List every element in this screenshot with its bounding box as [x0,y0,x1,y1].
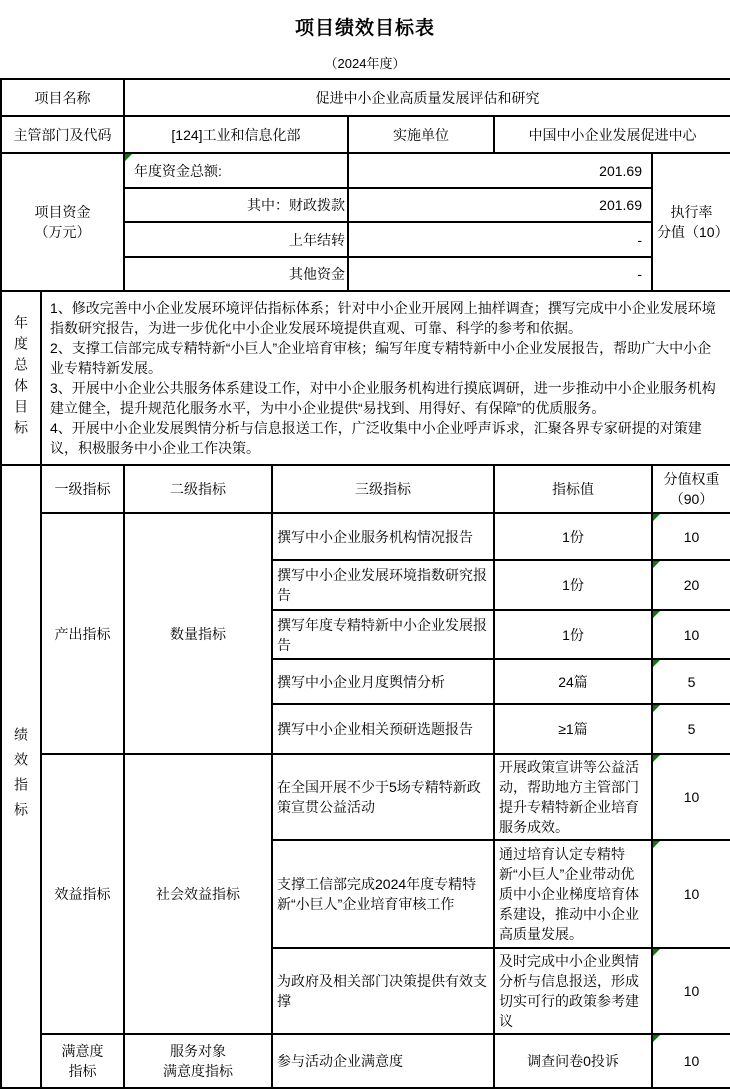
cell-value: 通过培育认定专精特新“小巨人”企业带动优质中小企业梯度培育体系建设，推动中小企业高质量发展。 [494,840,652,948]
page-title: 项目绩效目标表 [294,18,435,39]
header-level3: 三级指标 [272,465,494,513]
cell-l3: 撰写中小企业相关预研选题报告 [272,704,494,754]
cell-l3: 撰写中小企业月度舆情分析 [272,659,494,704]
cell-annual-goal-content [41,291,730,465]
cell-funds-other-value: - [348,257,652,291]
cell-funds-fiscal-label: 其中：财政拨款 [124,188,348,222]
cell-project-name-label: 项目名称 [1,79,124,116]
indicator-row [1,1034,730,1088]
cell-weight: 10 [652,1034,730,1088]
cell-value: 1份 [494,610,652,659]
cell-weight: 10 [652,754,730,840]
cell-weight: 10 [652,513,730,560]
goal-item-1: 1、修改完善中小企业发展环境评估指标体系；针对中小企业开展网上抽样调查；撰写完成中小企业发展环境指数研究报告，为进一步优化中小企业发展环境提供直观、可靠、科学的参考和依据。 [50,300,716,336]
row-indicator-header [1,465,730,513]
cell-value: 1份 [494,513,652,560]
cell-group-output-l1: 产出指标 [41,513,124,754]
cell-weight: 20 [652,560,730,610]
cell-funds-carryover-value: - [348,222,652,257]
row-annual-goal [1,291,730,465]
cell-value: ≥1篇 [494,704,652,754]
indicator-row [1,513,730,560]
cell-dept-label: 主管部门及代码 [1,116,124,153]
cell-value: 1份 [494,560,652,610]
cell-l3: 撰写中小企业发展环境指数研究报告 [272,560,494,610]
cell-group-satisfaction-l1: 满意度 指标 [41,1034,124,1088]
goal-item-3: 3、开展中小企业公共服务体系建设工作，对中小企业服务机构进行摸底调研，进一步推动中小企业服务机构建立健全，提升规范化服务水平，为中小企业提供“易找到、用得好、有保障”的优质服务。 [50,380,716,416]
cell-funds-carryover-label: 上年结转 [124,222,348,257]
cell-funds-total-label: 年度资金总额: [124,153,348,188]
document-header [0,0,730,78]
goal-item-4: 4、开展中小企业发展舆情分析与信息报送工作，广泛收集中小企业呼声诉求，汇聚各界专家研提的对策建议，积极服务中小企业工作决策。 [50,420,702,456]
goal-item-2: 2、支撑工信部完成专精特新“小巨人”企业培育审核；编写年度专精特新中小企业发展报告，帮助广大中小企业专精特新发展。 [50,340,712,376]
cell-value: 调查问卷0投诉 [494,1034,652,1088]
row-project-name [1,79,730,116]
cell-weight: 10 [652,610,730,659]
cell-execution-rate-label: 执行率 分值（10） [652,153,730,291]
cell-l3: 参与活动企业满意度 [272,1034,494,1088]
cell-value: 及时完成中小企业舆情分析与信息报送，形成切实可行的政策参考建议 [494,948,652,1034]
cell-impl-unit-value: 中国中小企业发展促进中心 [494,116,730,153]
header-level1: 一级指标 [41,465,124,513]
cell-weight: 10 [652,948,730,1034]
cell-funds-other-label: 其他资金 [124,257,348,291]
page-subtitle: （2024年度） [324,56,406,71]
cell-dept-value: [124]工业和信息化部 [124,116,348,153]
cell-group-benefit-l1: 效益指标 [41,754,124,1034]
cell-funds-fiscal-value: 201.69 [348,188,652,222]
row-department [1,116,730,153]
cell-weight: 10 [652,840,730,948]
cell-group-satisfaction-l2: 服务对象 满意度指标 [124,1034,272,1088]
header-level2: 二级指标 [124,465,272,513]
cell-l3: 为政府及相关部门决策提供有效支撑 [272,948,494,1034]
cell-value: 24篇 [494,659,652,704]
header-indicator-value: 指标值 [494,465,652,513]
cell-l3: 撰写中小企业服务机构情况报告 [272,513,494,560]
cell-annual-goal-label: 年度总体目标 [1,291,41,465]
cell-l3: 支撑工信部完成2024年度专精特新“小巨人”企业培育审核工作 [272,840,494,948]
cell-group-benefit-l2: 社会效益指标 [124,754,272,1034]
cell-indicators-section-label: 绩效指标 [1,465,41,1088]
cell-value: 开展政策宣讲等公益活动，帮助地方主管部门提升专精特新企业培育服务成效。 [494,754,652,840]
cell-project-name-value: 促进中小企业高质量发展评估和研究 [124,79,730,116]
cell-weight: 5 [652,659,730,704]
cell-weight: 5 [652,704,730,754]
cell-l3: 撰写年度专精特新中小企业发展报告 [272,610,494,659]
header-weight: 分值权重 （90） [652,465,730,513]
cell-group-output-l2: 数量指标 [124,513,272,754]
cell-funds-total-value: 201.69 [348,153,652,188]
row-funds-total [1,153,730,188]
cell-funds-section-label: 项目资金 （万元） [1,153,124,291]
indicator-row [1,754,730,840]
performance-table [0,78,730,1089]
cell-l3: 在全国开展不少于5场专精特新政策宣贯公益活动 [272,754,494,840]
cell-impl-unit-label: 实施单位 [348,116,494,153]
